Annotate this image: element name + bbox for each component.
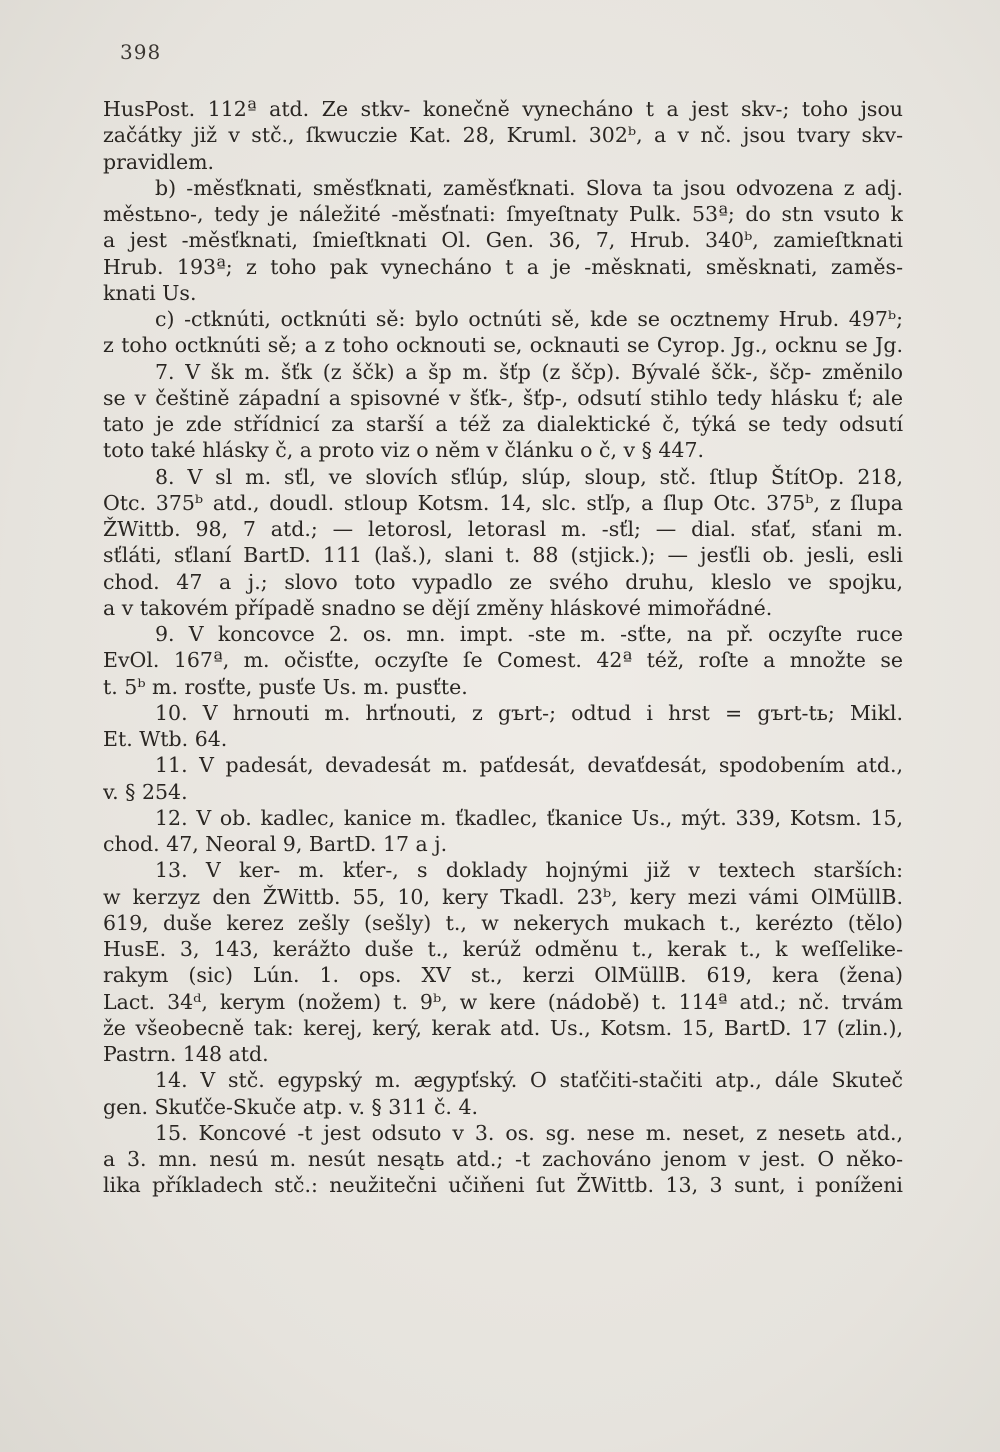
text-line: Lact. 34ᵈ, kerym (nožem) t. 9ᵇ, w kere (nádobě) t. 114ª atd.; nč. trvám [103, 989, 903, 1014]
text-line: Et. Wtb. 64. [103, 727, 228, 751]
text-line: 9. V koncovce 2. os. mn. impt. -ste m. -sťte, na př. oczyſte ruce [155, 622, 903, 646]
text-line: HusE. 3, 143, kerážto duše t., kerúž odměnu t., kerak t., k weſſelike- [103, 937, 903, 961]
text-line: Otc. 375ᵇ atd., doudl. stloup Kotsm. 14, slc. stľp, a ſlup Otc. 375ᵇ, z ſlupa [103, 490, 903, 515]
text-line: městьno-, tedy je náležité -měsťnati: ſmyeſtnaty Pulk. 53ª; do stn vsuto k [103, 202, 903, 226]
text-line: c) -ctknúti, octknúti sě: bylo octnúti sě, kde se ocztnemy Hrub. 497ᵇ; [155, 307, 903, 331]
text-line: Hrub. 193ª; z toho pak vynecháno t a je -měsknati, směsknati, zaměs- [103, 254, 903, 279]
page-number: 398 [120, 40, 162, 64]
text-line: 8. V sl m. sťl, ve slovích sťlúp, slúp, sloup, stč. ſtlup ŠtítOp. 218, [155, 464, 903, 489]
text-line: 15. Koncové -t jest odsuto v 3. os. sg. nese m. neset, z nesetь atd., [155, 1120, 903, 1145]
text-line: Pastrn. 148 atd. [103, 1042, 269, 1066]
text-line: se v češtině západní a spisovné v šťk-, šťp-, odsutí stihlo tedy hlásku ť; ale [103, 385, 903, 410]
text-line: tato je zde střídnicí za starší a též za dialektické č, týká se tedy odsutí [103, 412, 903, 436]
text-line: 11. V padesát, devadesát m. paťdesát, devaťdesát, spodobením atd., [155, 753, 903, 778]
text-line: chod. 47 a j.; slovo toto vypadlo ze svého druhu, kleslo ve spojku, [103, 569, 903, 594]
text-line: 14. V stč. egypský m. ægypťský. O staťčiti-stačiti atp., dále Skuteč [155, 1068, 903, 1093]
text-line: rakym (sic) Lún. 1. ops. XV st., kerzi OlMüllB. 619, kera (žena) [103, 963, 903, 988]
text-line: 12. V ob. kadlec, kanice m. ťkadlec, ťkanice Us., mýt. 339, Kotsm. 15, [155, 805, 903, 830]
text-line: t. 5ᵇ m. rosťte, pusťe Us. m. pusťte. [103, 674, 468, 699]
text-line: lika příkladech stč.: neužitečni učiňeni ſut ŽWittb. 13, 3 sunt, i poníženi [103, 1173, 903, 1198]
text-line: 619, duše kerez zešly (sešly) t., w nekerych mukach t., kerézto (tělo) [103, 910, 903, 935]
text-line: že všeobecně tak: kerej, kerý, kerak atd. Us., Kotsm. 15, BartD. 17 (zlin.), [103, 1015, 903, 1040]
text-line: sťláti, sťlaní BartD. 111 (laš.), slani t. 88 (stjick.); — jesťli ob. jesli, esli [103, 543, 903, 568]
text-line: EvOl. 167ª, m. očisťte, oczyſte ſe Comest. 42ª též, roſte a množte se [103, 648, 903, 673]
text-line: toto také hlásky č, a proto viz o něm v článku o č, v § 447. [103, 438, 705, 463]
text-line: a v takovém případě snadno se dějí změny hláskové mimořádné. [103, 595, 773, 620]
text-line: pravidlem. [103, 149, 215, 174]
text-line: w kerzyz den ŽWittb. 55, 10, kery Tkadl. 23ᵇ, kery mezi vámi OlMüllB. [103, 884, 903, 909]
text-line: HusPost. 112ª atd. Ze stkv- konečně vynecháno t a jest skv-; toho jsou [103, 97, 903, 121]
text-line: a jest -měsťknati, ſmieſtknati Ol. Gen. 36, 7, Hrub. 340ᵇ, zamieſtknati [103, 228, 903, 253]
text-line: chod. 47, Neoral 9, BartD. 17 a j. [103, 832, 448, 856]
text-line: a 3. mn. nesú m. nesút nesątь atd.; -t zachováno jenom v jest. O něko- [103, 1147, 903, 1171]
text-line: gen. Skuťče-Skuče atp. v. § 311 č. 4. [103, 1094, 479, 1119]
text-line: 10. V hrnouti m. hrťnouti, z gъrt-; odtud i hrst = gъrt-tь; Mikl. [155, 700, 903, 725]
text-line: z toho octknúti sě; a z toho ocknouti se, ocknauti se Cyrop. Jg., ocknu se Jg. [103, 333, 903, 358]
text-line: knati Us. [103, 280, 197, 305]
text-line: 13. V ker- m. kťer-, s doklady hojnými již v textech starších: [155, 858, 903, 883]
text-line: začátky již v stč., ſkwuczie Kat. 28, Kruml. 302ᵇ, a v nč. jsou tvary skv- [103, 123, 903, 148]
text-line: ŽWittb. 98, 7 atd.; — letorosl, letorasl m. -sťl; — dial. sťať, sťani m. [103, 517, 903, 541]
text-line: 7. V šk m. šťk (z ščk) a šp m. šťp (z ščp). Bývalé ščk-, ščp- změnilo [155, 359, 903, 384]
text-line: b) -měsťknati, směsťknati, zaměsťknati. Slova ta jsou odvozena z adj. [155, 175, 903, 200]
text-line: v. § 254. [103, 779, 188, 804]
body-text [103, 96, 903, 1199]
